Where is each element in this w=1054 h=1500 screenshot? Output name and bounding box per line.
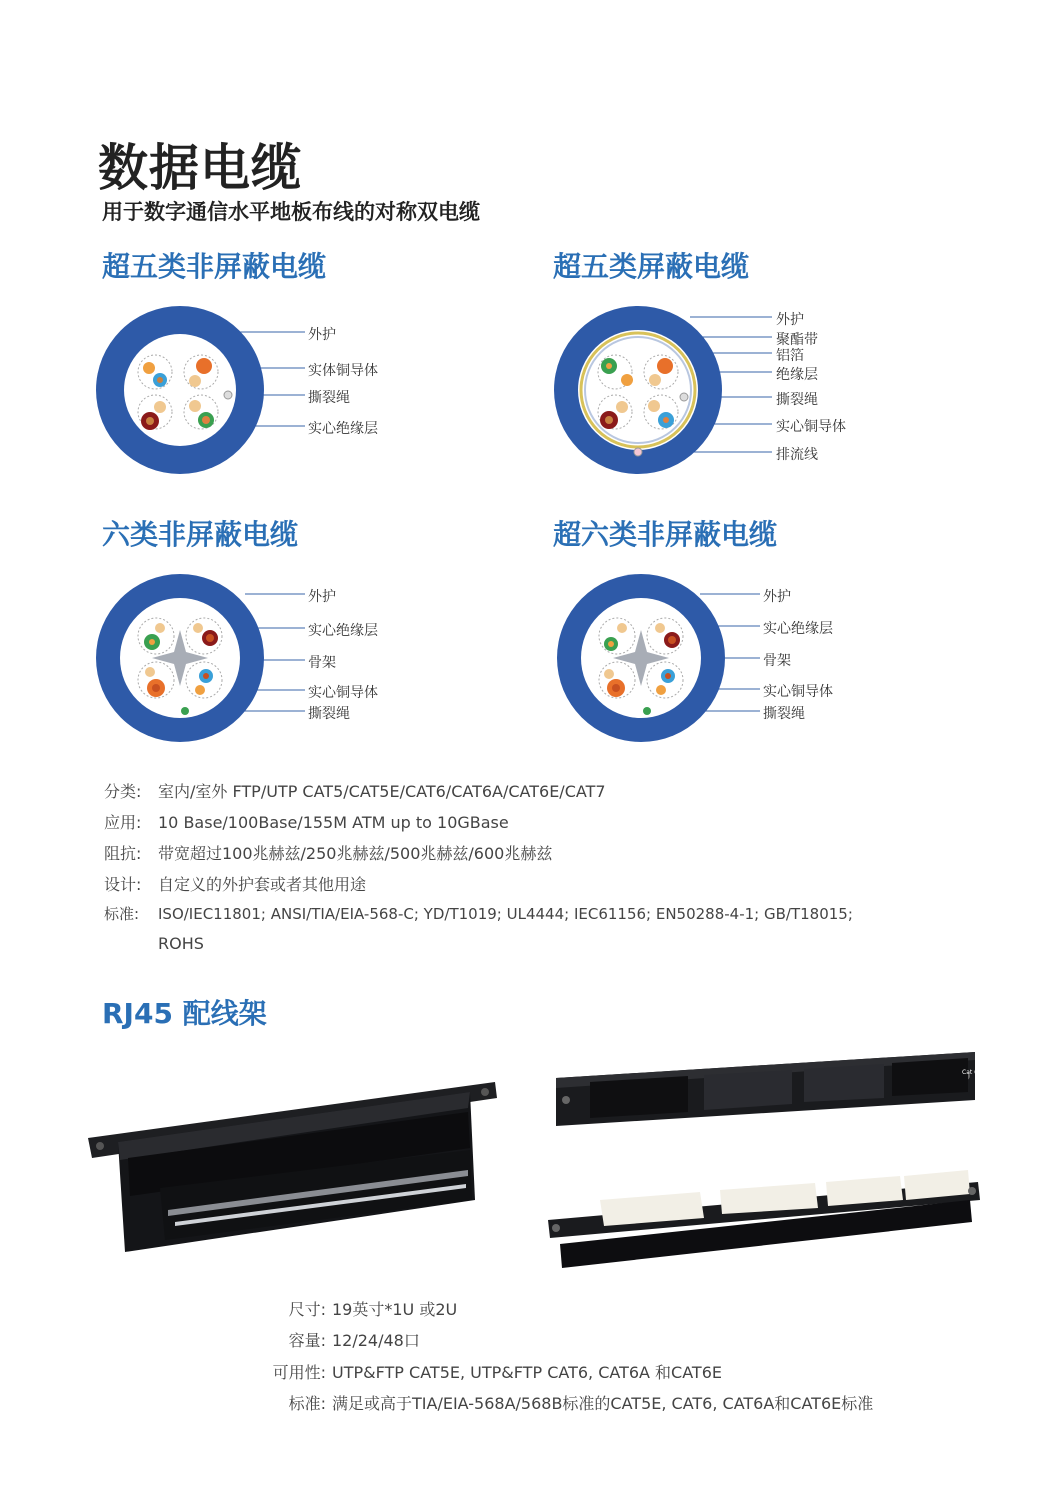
cable-label: 绝缘层 xyxy=(776,367,818,383)
cable-label: 排流线 xyxy=(776,447,818,463)
cable-label: 外护 xyxy=(776,312,804,328)
cable-title-cat5e-ftp: 超五类屏蔽电缆 xyxy=(553,250,750,283)
spec-value: 满足或高于TIA/EIA-568A/568B标准的CAT5E, CAT6, CAT6A和CAT6E标准 xyxy=(332,1394,874,1413)
patch-panel-title: RJ45 配线架 xyxy=(102,997,267,1030)
patch-spec-row xyxy=(254,1391,873,1414)
cable-label: 聚酯带 xyxy=(776,332,818,348)
spec-value: 12/24/48口 xyxy=(332,1331,420,1350)
spec-key: 尺寸: xyxy=(288,1300,326,1319)
cable-label: 撕裂绳 xyxy=(308,390,350,406)
cable-label: 实心绝缘层 xyxy=(308,421,378,437)
spec-value: ROHS xyxy=(158,934,204,953)
spec-value: 带宽超过100兆赫兹/250兆赫兹/500兆赫兹/600兆赫兹 xyxy=(158,844,553,863)
cat6-panel-text: Cat 6 xyxy=(962,1069,978,1076)
cable-label: 外护 xyxy=(308,589,336,605)
spec-value: 19英寸*1U 或2U xyxy=(332,1300,458,1319)
patch-spec-row xyxy=(254,1328,420,1351)
cable-label: 实心绝缘层 xyxy=(308,623,378,639)
patch-spec-row xyxy=(254,1360,722,1383)
cable-label: 外护 xyxy=(308,327,336,343)
spec-key: 标准: xyxy=(288,1394,326,1413)
cable-label: 撕裂绳 xyxy=(763,706,805,722)
spec-value: UTP&FTP CAT5E, UTP&FTP CAT6, CAT6A 和CAT6E xyxy=(332,1363,722,1382)
spec-value: 室内/室外 FTP/UTP CAT5/CAT5E/CAT6/CAT6A/CAT6E/CAT7 xyxy=(158,782,606,801)
cable-label: 撕裂绳 xyxy=(776,392,818,408)
patch-spec-row xyxy=(254,1297,457,1320)
cable-label: 骨架 xyxy=(763,653,791,669)
spec-key: 标准: xyxy=(104,905,140,923)
cable-label: 铝箔 xyxy=(776,348,804,364)
page-title: 数据电缆 xyxy=(98,139,302,197)
cable-title-cat5e-utp: 超五类非屏蔽电缆 xyxy=(102,250,327,283)
cable-label: 骨架 xyxy=(308,655,336,671)
cable-label: 实心铜导体 xyxy=(763,684,833,700)
spec-key: 阻抗: xyxy=(104,844,142,863)
spec-key: 应用: xyxy=(104,813,142,832)
spec-value: 自定义的外护套或者其他用途 xyxy=(158,875,367,894)
spec-value: ISO/IEC11801; ANSI/TIA/EIA-568-C; YD/T1019; UL4444; IEC61156; EN50288-4-1; GB/T18015; xyxy=(158,905,853,923)
spec-value: 10 Base/100Base/155M ATM up to 10GBase xyxy=(158,813,509,832)
spec-key: 容量: xyxy=(288,1331,326,1350)
page-subtitle: 用于数字通信水平地板布线的对称双电缆 xyxy=(102,200,480,224)
cable-label: 实心绝缘层 xyxy=(763,621,833,637)
spec-key: 分类: xyxy=(104,782,142,801)
spec-key: 设计: xyxy=(104,875,142,894)
spec-key: 可用性: xyxy=(272,1363,326,1382)
cable-title-cat6a-utp: 超六类非屏蔽电缆 xyxy=(553,518,778,551)
cable-label: 实心铜导体 xyxy=(776,419,846,435)
cable-title-cat6-utp: 六类非屏蔽电缆 xyxy=(102,518,299,551)
cable-label: 撕裂绳 xyxy=(308,706,350,722)
cable-label: 实心铜导体 xyxy=(308,685,378,701)
cable-label: 外护 xyxy=(763,589,791,605)
cable-label: 实体铜导体 xyxy=(308,363,378,379)
